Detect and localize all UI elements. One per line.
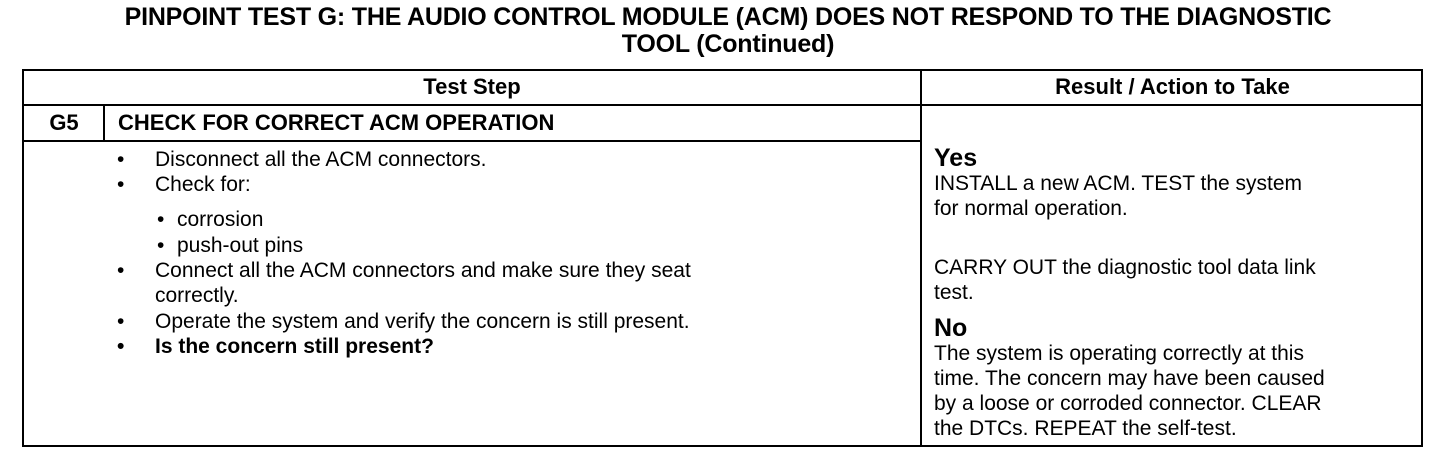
step-item-operate: Operate the system and verify the concern is still present. xyxy=(155,310,690,333)
step-item-connect-line-1: Connect all the ACM connectors and make sure they seat xyxy=(155,259,691,282)
sub-item-corrosion: corrosion xyxy=(177,208,264,231)
sub-bullet-marker: • xyxy=(157,234,165,257)
step-item-connect-line-2: correctly. xyxy=(155,284,239,307)
title-line-1: PINPOINT TEST G: THE AUDIO CONTROL MODULE (ACM) DOES NOT RESPOND TO THE DIAGNOSTIC xyxy=(124,3,1332,31)
bullet-marker: • xyxy=(117,173,125,196)
title-line-2: TOOL (Continued) xyxy=(621,30,835,58)
bullet-marker: • xyxy=(117,148,125,171)
result-no-line-4: the DTCs. REPEAT the self-test. xyxy=(934,417,1237,440)
result-yes-line-2: for normal operation. xyxy=(934,197,1128,220)
bullet-marker: • xyxy=(117,335,125,358)
column-divider xyxy=(920,69,922,447)
step-item-check-for: Check for: xyxy=(155,173,251,196)
step-item-disconnect: Disconnect all the ACM connectors. xyxy=(155,148,487,171)
sub-item-push-out-pins: push-out pins xyxy=(177,234,304,257)
bullet-marker: • xyxy=(117,259,125,282)
sub-bullet-marker: • xyxy=(157,208,165,231)
step-id: G5 xyxy=(49,110,79,135)
result-no-line-1: The system is operating correctly at this xyxy=(934,342,1304,365)
result-no-line-2: time. The concern may have been caused xyxy=(934,367,1325,390)
result-carry-line-2: test. xyxy=(934,281,974,304)
header-result-action: Result / Action to Take xyxy=(1055,74,1290,99)
bullet-marker: • xyxy=(117,310,125,333)
step-title-divider xyxy=(22,140,922,142)
header-test-step: Test Step xyxy=(423,74,521,99)
step-question: Is the concern still present? xyxy=(155,335,434,358)
result-yes-line-1: INSTALL a new ACM. TEST the system xyxy=(934,172,1303,195)
result-no-label: No xyxy=(934,314,968,342)
step-title: CHECK FOR CORRECT ACM OPERATION xyxy=(118,110,555,135)
result-carry-line-1: CARRY OUT the diagnostic tool data link xyxy=(934,256,1316,279)
header-divider xyxy=(22,104,1423,106)
page-title xyxy=(0,4,1456,58)
result-yes-label: Yes xyxy=(934,144,978,172)
result-no-line-3: by a loose or corroded connector. CLEAR xyxy=(934,392,1322,415)
